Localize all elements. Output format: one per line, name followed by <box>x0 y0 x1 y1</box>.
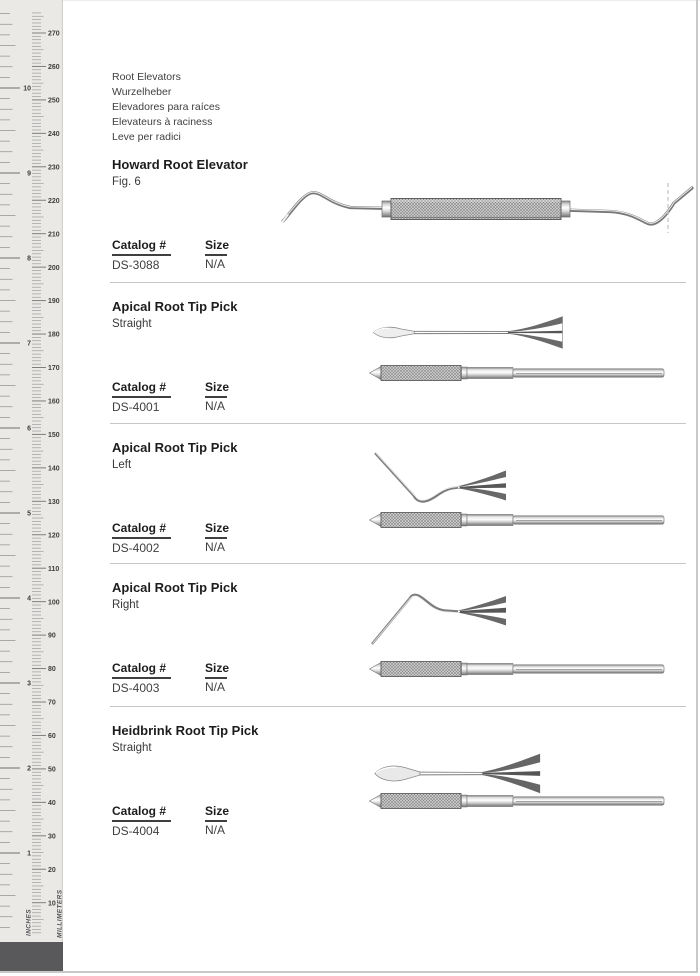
product-variant: Straight <box>112 318 152 330</box>
category-heading-multilingual <box>112 70 220 145</box>
ruler-inch-label: 6 <box>27 425 31 433</box>
size-column-header: Size <box>205 661 227 679</box>
ruler-mm-label: 110 <box>48 565 60 573</box>
page-top-edge <box>63 0 700 1</box>
page-bottom-edge <box>0 971 698 973</box>
catalog-number: DS-4004 <box>112 824 160 838</box>
ruler-inch-label: 7 <box>27 340 31 348</box>
ruler-mm-label: 240 <box>48 130 60 138</box>
catalog-column-header: Catalog # <box>112 380 171 398</box>
size-column-header: Size <box>205 521 227 539</box>
ruler-inch-label: 5 <box>27 510 31 518</box>
product-variant: Left <box>112 459 132 471</box>
ruler-foot-block <box>0 942 63 973</box>
ruler-mm-label: 120 <box>48 532 60 540</box>
ruler-mm-label: 220 <box>48 197 60 205</box>
ruler-mm-label: 260 <box>48 64 60 72</box>
double-ended-elevator-illustration <box>278 183 698 233</box>
ruler-mm-label: 60 <box>48 733 56 741</box>
product-section-apical-right <box>0 564 700 707</box>
category-line-it: Leve per radici <box>112 131 181 143</box>
size-value: N/A <box>205 257 226 271</box>
ruler-mm-label: 140 <box>48 465 60 473</box>
instrument-handle-illustration <box>366 362 670 384</box>
ruler-mm-label: 90 <box>48 632 56 640</box>
product-section-apical-straight <box>0 283 700 424</box>
ruler-mm-label: 230 <box>48 164 60 172</box>
ruler-mm-label: 180 <box>48 331 60 339</box>
straight-tip-illustration <box>370 313 566 352</box>
ruler-inch-label: 8 <box>27 255 31 263</box>
ruler-inch-label: 4 <box>27 595 31 603</box>
catalog-column-header: Catalog # <box>112 804 171 822</box>
product-name: Howard Root Elevator <box>112 157 248 172</box>
size-value: N/A <box>205 540 226 554</box>
product-section-howard-root-elevator <box>0 150 700 283</box>
right-bent-tip-illustration <box>368 588 508 648</box>
ruler-inch-label: 3 <box>27 680 31 688</box>
instrument-handle-illustration <box>366 790 670 812</box>
product-variant: Right <box>112 599 139 611</box>
ruler-mm-label: 20 <box>48 866 56 874</box>
product-variant: Straight <box>112 742 152 754</box>
ruler-mm-label: 100 <box>48 599 60 607</box>
catalog-number: DS-3088 <box>112 258 160 272</box>
category-line-fr: Elevateurs à raciness <box>112 116 213 128</box>
product-name: Heidbrink Root Tip Pick <box>112 723 259 738</box>
size-value: N/A <box>205 680 226 694</box>
ruler-mm-label: 130 <box>48 498 60 506</box>
instrument-handle-illustration <box>366 658 670 680</box>
product-section-heidbrink-straight <box>0 707 700 907</box>
left-bent-tip-illustration <box>368 450 508 510</box>
ruler-mm-label: 150 <box>48 432 60 439</box>
ruler-mm-label: 50 <box>48 766 56 774</box>
size-column-header: Size <box>205 804 227 822</box>
ruler-mm-label: 160 <box>48 398 60 406</box>
ruler-mm-label: 250 <box>48 97 60 105</box>
product-name: Apical Root Tip Pick <box>112 440 238 455</box>
ruler-mm-label: 170 <box>48 365 60 373</box>
size-column-header: Size <box>205 380 227 398</box>
product-variant: Fig. 6 <box>112 176 141 188</box>
catalog-column-header: Catalog # <box>112 661 171 679</box>
product-name: Apical Root Tip Pick <box>112 580 238 595</box>
category-line-de: Wurzelheber <box>112 86 172 98</box>
ruler-mm-label: 10 <box>48 900 56 908</box>
catalog-column-header: Catalog # <box>112 521 171 539</box>
ruler-inch-label: 2 <box>27 765 31 773</box>
size-column-header: Size <box>205 238 227 256</box>
instrument-handle-illustration <box>366 509 670 531</box>
category-line-en: Root Elevators <box>112 71 181 83</box>
ruler-mm-label: 190 <box>48 298 60 306</box>
size-value: N/A <box>205 399 226 413</box>
ruler-mm-label: 80 <box>48 666 56 674</box>
product-name: Apical Root Tip Pick <box>112 299 238 314</box>
ruler-inches-caption: INCHES <box>25 909 33 936</box>
catalog-number: DS-4002 <box>112 541 160 555</box>
catalog-column-header: Catalog # <box>112 238 171 256</box>
ruler-inch-label: 9 <box>27 170 31 178</box>
ruler-mm-label: 200 <box>48 264 60 272</box>
ruler-mm-label: 270 <box>48 30 60 38</box>
category-line-es: Elevadores para raíces <box>112 101 220 113</box>
ruler-inch-label: 1 <box>27 850 31 858</box>
ruler-mm-label: 30 <box>48 833 56 841</box>
ruler-mm-label: 210 <box>48 231 60 239</box>
ruler-millimeters-caption: MILLIMETERS <box>56 889 63 938</box>
product-section-apical-left <box>0 424 700 564</box>
size-value: N/A <box>205 823 226 837</box>
ruler-mm-label: 70 <box>48 699 56 707</box>
ruler-inch-label: 10 <box>23 85 31 93</box>
catalog-number: DS-4001 <box>112 400 160 414</box>
catalog-number: DS-4003 <box>112 681 160 695</box>
ruler-mm-label: 40 <box>48 799 56 807</box>
